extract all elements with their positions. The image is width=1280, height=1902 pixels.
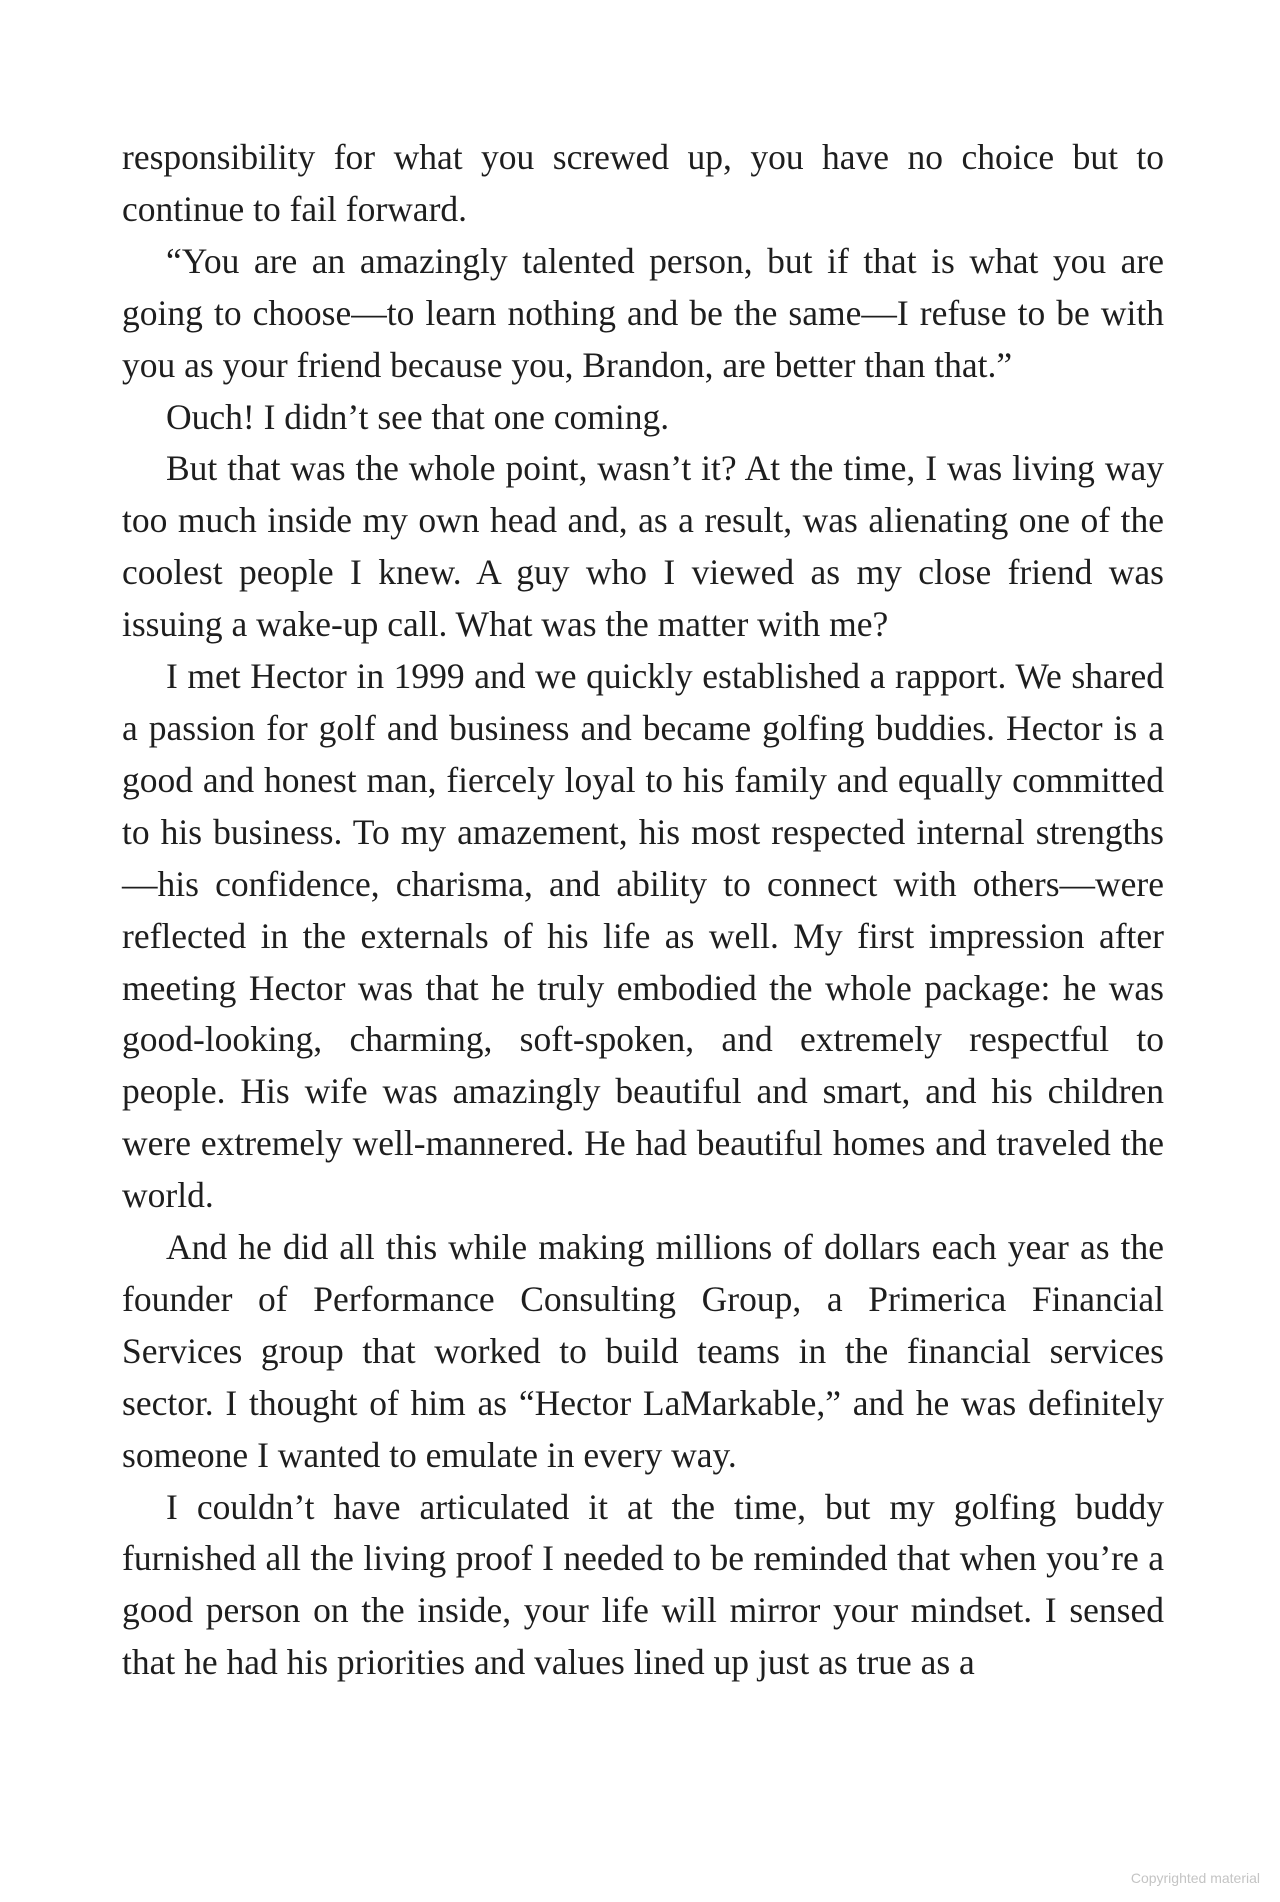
- paragraph-ouch: Ouch! I didn’t see that one coming.: [166, 396, 670, 437]
- paragraph-millions: And he did all this while making millions of dollars each year as the founder of Performance Consulting Group, a Primerica Financial Services group that worked to build teams in the financial services sector. I thought of him as “Hector LaMarkable,” and he was definitely someone I wanted to emulate in every way.: [122, 1227, 1164, 1475]
- paragraph-continued: responsibility for what you screwed up, you have no choice but to continue to fail forward.: [122, 137, 1164, 229]
- paragraph-articulated: I couldn’t have articulated it at the time, but my golfing buddy furnished all the living proof I needed to be reminded that when you’re a good person on the inside, your life will mirror your mindset. I sensed that he had his priorities and values lined up just as true as a: [122, 1486, 1164, 1683]
- paragraph-met-hector: I met Hector in 1999 and we quickly established a rapport. We shared a passion for golf and business and became golfing buddies. Hector is a good and honest man, fiercely loyal to his family and equally committed to his business. To my amazement, his most respected internal strengths—his confidence, charisma, and ability to connect with others—were reflected in the externals of his life as well. My first impression after meeting Hector was that he truly embodied the whole package: he was good-looking, charming, soft-spoken, and extremely respectful to people. His wife was amazingly beautiful and smart, and his children were extremely well-mannered. He had beautiful homes and traveled the world.: [122, 656, 1164, 1216]
- paragraph-whole-point: But that was the whole point, wasn’t it? At the time, I was living way too much inside my own head and, as a result, was alienating one of the coolest people I knew. A guy who I viewed as my close friend was issuing a wake-up call. What was the matter with me?: [122, 448, 1164, 645]
- body-text: [122, 132, 1164, 1689]
- paragraph-quote: “You are an amazingly talented person, but if that is what you are going to choose—to learn nothing and be the same—I refuse to be with you as your friend because you, Brandon, are better than that.”: [122, 240, 1164, 385]
- copyright-watermark: Copyrighted material: [1130, 1870, 1260, 1886]
